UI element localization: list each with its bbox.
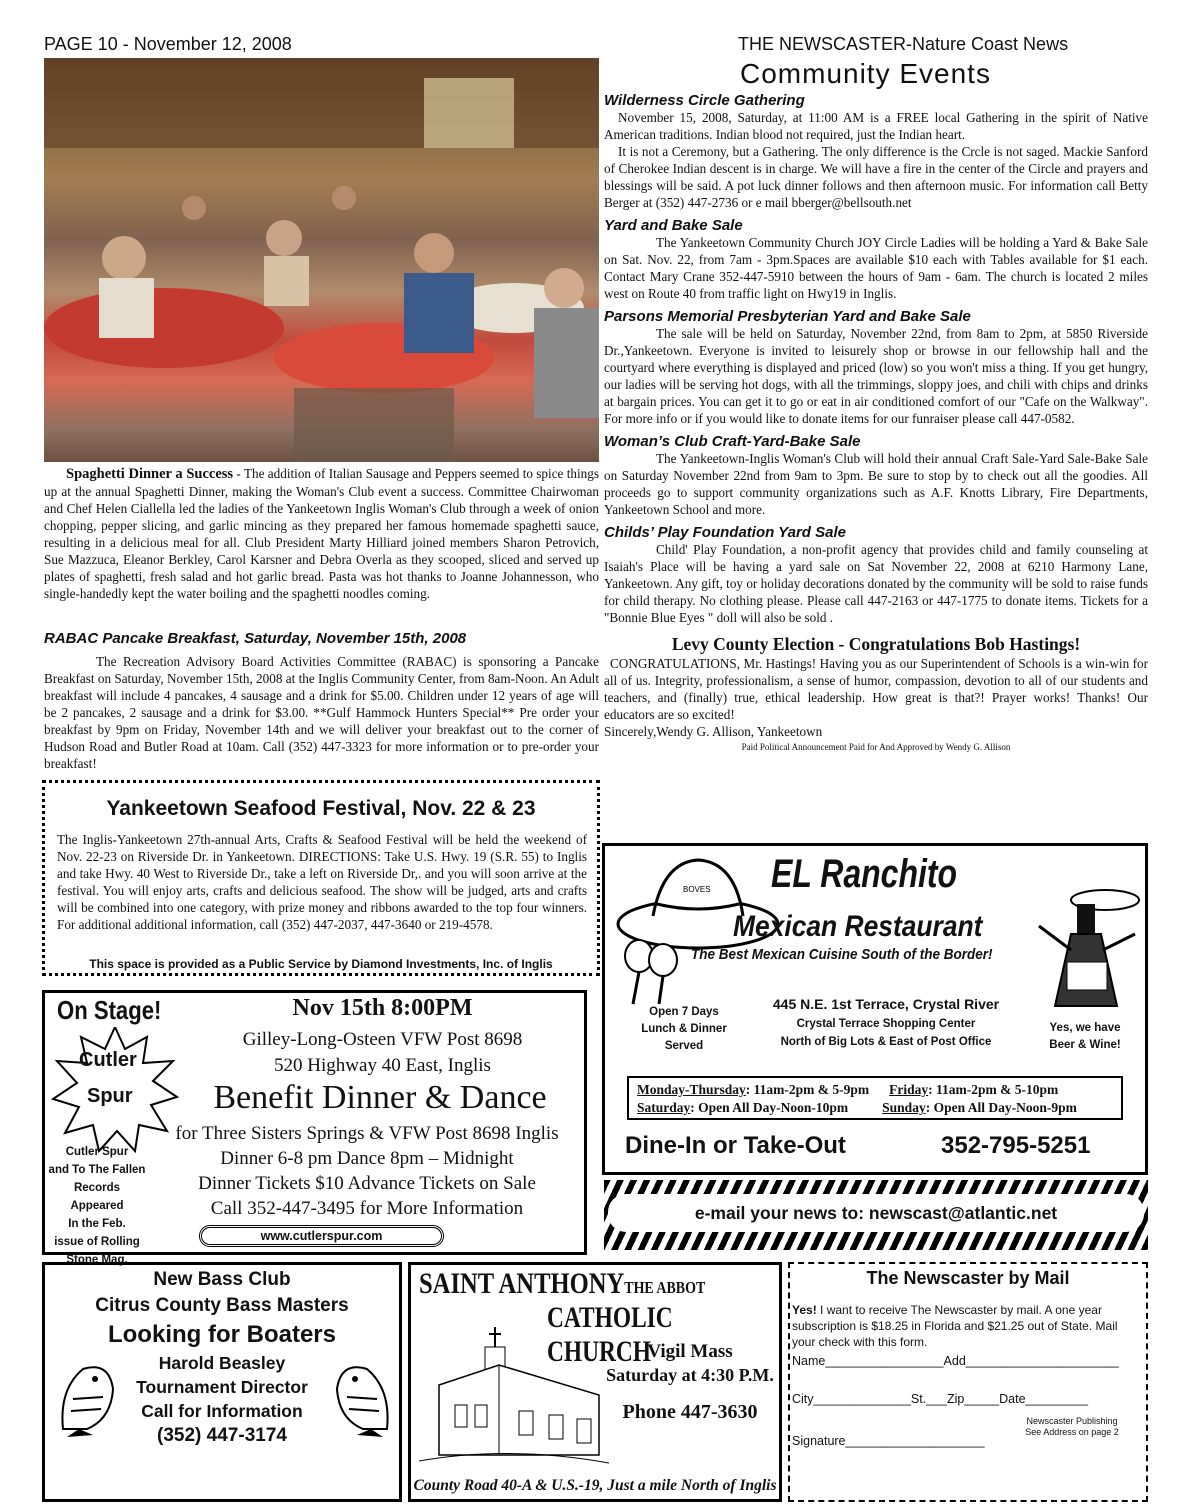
- levy-title: Levy County Election - Congratulations Bob Hastings!: [671, 634, 1081, 654]
- church-name-1: [419, 1267, 705, 1301]
- event-name: Benefit Dinner & Dance: [213, 1079, 547, 1116]
- bass-line-1: New Bass Club: [153, 1269, 291, 1290]
- hours-box: [627, 1076, 1123, 1120]
- hours-value: : Open All Day-Noon-10pm: [690, 1100, 849, 1115]
- paid-announcement: Paid Political Announcement Paid for And Approved by Wendy G. Allison: [741, 742, 1011, 752]
- event-title: Wilderness Circle Gathering: [604, 92, 805, 109]
- event-title: Childs’ Play Foundation Yard Sale: [604, 524, 846, 541]
- rabac-body: The Recreation Advisory Board Activities Committee (RABAC) is sponsoring a Pancake Breakfast on Saturday, November 15th, 2008 at the Inglis Community Center, from 8am-Noon. An Adult breakfast will include 4 pancakes, 4 sausage and a drink for $5.00. Children under 12 years of age will be 2 pancakes, 2 sausage and a drink for $3.00. **Gulf Hammock Hunters Special** Pre order your breakfast by 9pm on Friday, November 14th and we will deliver your breakfast out to the corner of Hudson Road and Butler Road at 10am. Call (352) 447-3323 for more information or to pre-order your breakfast!: [44, 654, 599, 771]
- mail-subscription-form: [788, 1262, 1148, 1502]
- bass-line-6: Call for Information: [141, 1401, 303, 1421]
- event-body: November 15, 2008, Saturday, at 11:00 AM is a FREE local Gathering in the spirit of Native American traditions. Indian blood not required, just the Indian heart.: [604, 110, 1148, 142]
- name-address-field[interactable]: Name_________________Add______________________: [792, 1354, 1119, 1368]
- hours-line-1: [637, 1081, 1121, 1099]
- publisher-line: Newscaster Publishing: [1026, 1416, 1118, 1426]
- mail-form-text: [792, 1302, 1142, 1350]
- event-address: 520 Highway 40 East, Inglis: [274, 1055, 491, 1076]
- maracas-icon: [619, 938, 689, 1008]
- caption-title: Spaghetti Dinner a Success: [66, 466, 234, 482]
- beer-wine: [1025, 1020, 1145, 1054]
- section-title: Community Events: [740, 58, 991, 89]
- levy-signature: Sincerely,Wendy G. Allison, Yankeetown: [604, 724, 823, 739]
- email-banner: [604, 1180, 1148, 1250]
- church-subtitle: THE ABBOT: [624, 1278, 706, 1297]
- church-name-2: CATHOLIC CHURCH: [547, 1301, 673, 1368]
- rabac-title: RABAC Pancake Breakfast, Saturday, November 15th, 2008: [44, 630, 467, 647]
- open-days: [629, 1004, 739, 1055]
- hours-label: Saturday: [637, 1100, 691, 1115]
- levy-body: CONGRATULATIONS, Mr. Hastings! Having you as our Superintendent of Schools is a win-win for all of us. Integrity, professionalism, a sense of humor, compassion, devotion to all of our students and teachers, and (finally) true, ethical leadership. How great is that?! Prayer works! Thanks! Our educators are so excited!: [604, 656, 1148, 722]
- event-beneficiary: for Three Sisters Springs & VFW Post 8698 Inglis: [175, 1123, 559, 1144]
- email-news-link[interactable]: e-mail your news to: newscast@atlantic.net: [608, 1194, 1144, 1232]
- event-date: Nov 15th 8:00PM: [292, 995, 473, 1021]
- restaurant-type: Mexican Restaurant: [733, 910, 983, 943]
- note-line: Records Appeared: [70, 1182, 124, 1212]
- event-title: Yard and Bake Sale: [604, 217, 743, 234]
- mail-form-title: The Newscaster by Mail: [866, 1268, 1070, 1288]
- event-title: Woman’s Club Craft-Yard-Bake Sale: [604, 433, 861, 450]
- beer-line: Yes, we have: [1049, 1022, 1121, 1034]
- church-phone: Phone 447-3630: [622, 1401, 758, 1423]
- landmark-directions: North of Big Lots & East of Post Office: [780, 1036, 992, 1048]
- band-name-2: Spur: [87, 1085, 133, 1107]
- bass-fish-icon: [53, 1359, 123, 1439]
- restaurant-name: EL Ranchito: [771, 852, 958, 896]
- church-name: SAINT ANTHONY: [419, 1267, 625, 1300]
- bass-club-ad: [42, 1262, 402, 1502]
- note-line: issue of Rolling: [54, 1236, 140, 1248]
- event-times: Dinner 6-8 pm Dance 8pm – Midnight: [220, 1148, 514, 1169]
- bass-line-2: Citrus County Bass Masters: [95, 1295, 349, 1316]
- note-line: and To The Fallen: [48, 1164, 146, 1176]
- dine-in-take-out: Dine-In or Take-Out: [625, 1132, 846, 1159]
- note-line: Cutler Spur: [65, 1146, 129, 1158]
- hours-label: Friday: [889, 1082, 929, 1097]
- seafood-body: The Inglis-Yankeetown 27th-annual Arts, Crafts & Seafood Festival will be held the weekend of Nov. 22-23 on Riverside Dr. in Yankeetown. DIRECTIONS: Take U.S. Hwy. 19 (S.R. 55) to Inglis and take Hwy. 40 West to Riverside Dr., take a left on Riverside Dr,. and you will soon arrive at the festival. You will enjoy arts, crafts and delicious seafood. The show will be judged, arts and crafts will be combined into one category, with prize money and ribbons awarded to the top four winners. For additional additional information, call (352) 447-2037, 447-3640 or 219-4578.: [57, 832, 587, 932]
- event-title: Parsons Memorial Presbyterian Yard and Bake Sale: [604, 308, 971, 325]
- cutler-spur-ad: [42, 990, 587, 1266]
- event-call: Call 352-447-3495 for More Information: [210, 1198, 524, 1219]
- hat-text: BOVES: [683, 885, 711, 894]
- hours-value: : 11am-2pm & 5-9pm: [745, 1082, 870, 1097]
- bass-line-4: Harold Beasley: [158, 1353, 286, 1373]
- bottle-mascot-icon: [1031, 886, 1143, 1016]
- caption-body: - The addition of Italian Sausage and Peppers seemed to spice things up at the annual Spaghetti Dinner, making the Woman's Club event a success. Committee Chairwoman and Chef Helen Ciallella led the ladies of the Yankeetown Inglis Woman's Club through a week of onion chopping, pepper slicing, and garlic mincing as they prepared her famous homemade spaghetti sauce, resulting in a delicious meal for all. Club President Marty Hilliard joined members Sharon Petrovich, Sue Mazzuca, Eleanor Berkley, Carol Karsner and Debra Overla as they scooped, sliced and served up plates of spaghetti, fresh salad and hot garlic bread. Pasta was hot thanks to Joanne Johannesson, who single-handedly kept the water boiling and the spaghetti noodles coming.: [44, 466, 599, 601]
- bass-line-7: (352) 447-3174: [157, 1425, 287, 1446]
- vigil-mass: Vigil Mass: [647, 1341, 733, 1362]
- event-venue: Gilley-Long-Osteen VFW Post 8698: [242, 1029, 523, 1050]
- band-name-1: Cutler: [79, 1049, 137, 1071]
- el-ranchito-ad: [602, 843, 1148, 1175]
- seafood-title: Yankeetown Seafood Festival, Nov. 22 & 23: [106, 797, 536, 820]
- event-tickets: Dinner Tickets $10 Advance Tickets on Sale: [198, 1173, 536, 1194]
- bass-line-3: Looking for Boaters: [107, 1321, 336, 1348]
- open-line: Open 7 Days: [649, 1006, 719, 1018]
- church-ad: [408, 1262, 782, 1502]
- seafood-footer: This space is provided as a Public Service by Diamond Investments, Inc. of Inglis: [89, 957, 553, 971]
- community-events: [604, 92, 1148, 752]
- bass-line-5: Tournament Director: [136, 1377, 308, 1397]
- rolling-stone-note: [47, 1143, 147, 1269]
- shopping-center: Crystal Terrace Shopping Center: [796, 1018, 976, 1030]
- open-line: Served: [664, 1040, 704, 1052]
- publisher-line: See Address on page 2: [1025, 1427, 1119, 1437]
- restaurant-phone: 352-795-5251: [941, 1132, 1091, 1159]
- cutler-spur-url[interactable]: www.cutlerspur.com: [199, 1225, 444, 1247]
- spaghetti-caption: [44, 465, 599, 602]
- signature-field[interactable]: Signature____________________: [792, 1434, 985, 1448]
- note-line: Stone Mag.: [66, 1254, 128, 1266]
- page-number-date: PAGE 10 - November 12, 2008: [44, 34, 292, 54]
- city-state-zip-field[interactable]: City______________St.___Zip_____Date_________: [792, 1392, 1089, 1406]
- mass-time: Saturday at 4:30 P.M.: [606, 1365, 774, 1385]
- publisher-address: [1002, 1416, 1142, 1438]
- note-line: In the Feb.: [68, 1218, 126, 1230]
- mail-body: I want to receive The Newscaster by mail. A one year subscription is $18.25 in Florida and $21.25 out of State. Mail your check with this form.: [792, 1303, 1118, 1349]
- hours-value: : Open All Day-Noon-9pm: [925, 1100, 1077, 1115]
- hours-label: Sunday: [882, 1100, 926, 1115]
- photo-scene: [44, 58, 599, 462]
- event-body: The Yankeetown-Inglis Woman's Club will hold their annual Craft Sale-Yard Sale-Bake Sale on Saturday November 22nd from 9am to 3pm. Be sure to stop by to check out all the goodies. All proceeds go to support community organizations such as A.F. Knotts Library, Fire Departments, Yankeetown School and more.: [604, 451, 1148, 517]
- church-building-icon: [419, 1325, 609, 1465]
- hours-line-2: [637, 1099, 1121, 1117]
- beer-line: Beer & Wine!: [1049, 1039, 1121, 1051]
- seafood-festival-box: [42, 780, 600, 976]
- event-body: The Yankeetown Community Church JOY Circle Ladies will be holding a Yard & Bake Sale on Sat. Nov. 22, from 7am - 3pm.Spaces are available $10 each with Tables available for $1 each. Contact Mary Crane 352-447-5910 between the hours of 9am - 6am. The church is located 2 miles west on Route 40 from traffic light on Hwy19 in Inglis.: [604, 235, 1148, 301]
- church-location: County Road 40-A & U.S.-19, Just a mile North of Inglis: [413, 1477, 777, 1494]
- restaurant-address: 445 N.E. 1st Terrace, Crystal River: [772, 996, 1000, 1012]
- hours-label: Monday-Thursday: [637, 1082, 746, 1097]
- open-line: Lunch & Dinner: [641, 1023, 727, 1035]
- yes-label: Yes!: [792, 1303, 817, 1317]
- hours-value: : 11am-2pm & 5-10pm: [928, 1082, 1059, 1097]
- event-body: Child' Play Foundation, a non-profit agency that provides child and family counseling at Isaiah's Place will be having a yard sale on Sat November 22, 2008 at 6210 Harmony Lane, Yankeetown. Any gift, toy or holiday decorations donated by the community will be sold to raise funds for child therapy. No clothing please. Please call 447-2163 or 447-1775 to donate items. Tickets for a "Bonnie Blue Eyes " doll will also be sold .: [604, 542, 1148, 625]
- spaghetti-dinner-photo: [44, 58, 599, 462]
- event-body: It is not a Ceremony, but a Gathering. The only difference is the Crcle is not saged. Mackie Sanford of Cherokee Indian descent is in charge. We will have a fire in the center of the Circle and prayers and blessings will be said. A pot luck dinner follows and then afternoon music. For information call Betty Berger at (352) 447-2736 or e mail bberger@bellsouth.net: [604, 144, 1148, 210]
- bass-fish-icon: [327, 1359, 397, 1439]
- restaurant-tagline: The Best Mexican Cuisine South of the Border!: [691, 946, 993, 963]
- masthead: THE NEWSCASTER-Nature Coast News: [738, 34, 1069, 54]
- on-stage-label: On Stage!: [57, 995, 162, 1025]
- event-body: The sale will be held on Saturday, November 22nd, from 8am to 2pm, at 5850 Riverside Dr.,Yankeetown. Everyone is invited to leisurely shop or browse in our fellowship hall and the courtyard where everything is displayed and priced (low) so you won't miss a thing. If you get hungry, our ladies will be serving hot dogs, with all the trimmings, sloppy joes, and chili with chips and drinks at bargain prices. You can get it to go or eat in air conditioned comfort of our "Cafe on the Walkway". For more info or if you would like to donate items for our funraiser please call 447-0582.: [604, 326, 1148, 426]
